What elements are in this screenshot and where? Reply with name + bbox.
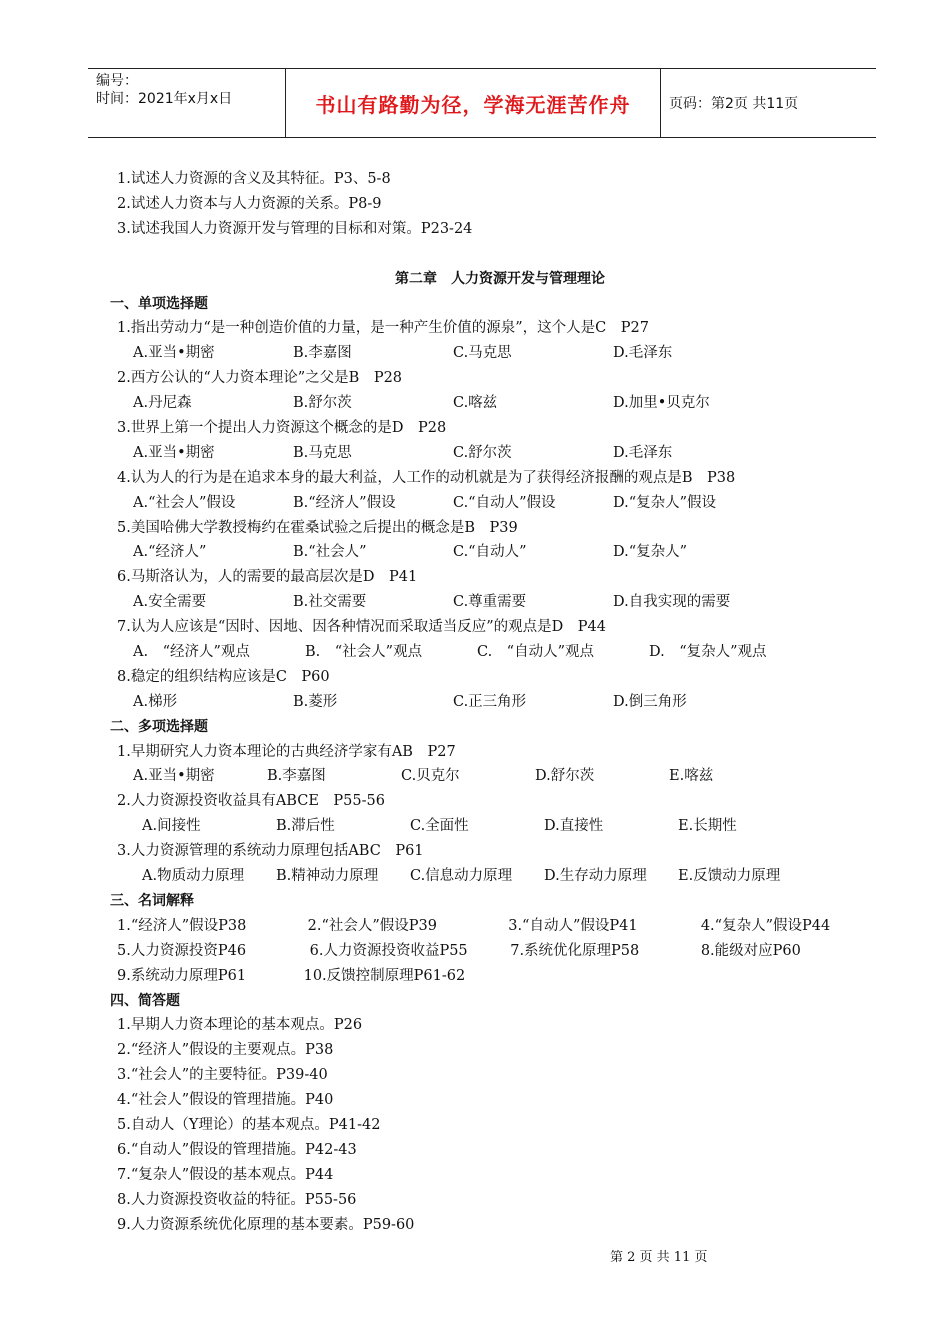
term: 10.反馈控制原理P61-62	[303, 967, 466, 984]
option: A.亚当•期密	[133, 768, 215, 785]
option: C.正三角形	[453, 693, 527, 710]
question: 3.世界上第一个提出人力资源这个概念的是D P28	[117, 420, 447, 437]
options-row	[110, 540, 870, 565]
page-footer: 第 2 页 共 11 页	[610, 1250, 708, 1265]
page-header	[88, 68, 876, 138]
option: A.丹尼森	[133, 395, 192, 412]
options-row	[110, 391, 870, 416]
section-heading-terms: 三、名词解释	[110, 892, 194, 909]
option: A.亚当•期密	[133, 345, 215, 362]
options-row	[110, 590, 870, 615]
question: 7.认为人应该是“因时、因地、因各种情况而采取适当反应”的观点是D P44	[117, 619, 606, 636]
chapter-title: 第二章 人力资源开发与管理理论	[395, 270, 605, 287]
section-heading-short-answer: 四、简答题	[110, 992, 180, 1009]
option: D.毛泽东	[613, 444, 673, 461]
header-meta	[88, 69, 286, 137]
option: A.梯形	[133, 693, 178, 710]
option: C.“自动人”假设	[453, 494, 556, 511]
question: 6.马斯洛认为，人的需要的最高层次是D P41	[117, 569, 418, 586]
option: A. “经济人”观点	[133, 644, 250, 661]
terms-row	[110, 939, 870, 964]
option: B.马克思	[293, 444, 352, 461]
term: 4.“复杂人”假设P44	[700, 917, 831, 934]
option: B.菱形	[293, 693, 338, 710]
options-row	[110, 690, 870, 715]
question: 2.西方公认的“人力资本理论”之父是B P28	[117, 370, 403, 387]
list-item: 3.试述我国人力资源开发与管理的目标和对策。P23-24	[117, 220, 473, 237]
option: C.信息动力原理	[410, 868, 513, 885]
list-item: 1.早期人力资本理论的基本观点。P26	[117, 1017, 363, 1034]
options-row	[110, 341, 870, 366]
number-label: 编号：	[96, 73, 138, 89]
option: B.李嘉图	[267, 768, 326, 785]
option: B.社交需要	[293, 594, 367, 611]
list-item: 8.人力资源投资收益的特征。P55-56	[117, 1191, 357, 1208]
option: B. “社会人”观点	[305, 644, 423, 661]
list-item: 5.自动人（Y理论）的基本观点。P41-42	[117, 1116, 381, 1133]
option: E.反馈动力原理	[678, 868, 781, 885]
term: 7.系统优化原理P58	[510, 942, 640, 959]
option: A.“社会人”假设	[133, 494, 236, 511]
list-item: 7.“复杂人”假设的基本观点。P44	[117, 1166, 334, 1183]
option: E.长期性	[678, 818, 737, 835]
list-item: 3.“社会人”的主要特征。P39-40	[117, 1067, 328, 1084]
question: 1.早期研究人力资本理论的古典经济学家有AB P27	[117, 743, 456, 760]
header-page-number: 页码：第2页 共11页	[669, 96, 799, 112]
option: A.安全需要	[133, 594, 207, 611]
term: 3.“自动人”假设P41	[508, 917, 638, 934]
option: C.尊重需要	[453, 594, 527, 611]
term: 1.“经济人”假设P38	[117, 917, 247, 934]
question: 4.认为人的行为是在追求本身的最大利益，人工作的动机就是为了获得经济报酬的观点是B P38	[117, 469, 736, 486]
option: D.倒三角形	[613, 693, 687, 710]
term: 5.人力资源投资P46	[117, 942, 247, 959]
question: 5.美国哈佛大学教授梅约在霍桑试验之后提出的概念是B P39	[117, 519, 518, 536]
option: B.李嘉图	[293, 345, 352, 362]
section-heading-multi-choice: 二、多项选择题	[110, 718, 208, 735]
option: A.物质动力原理	[142, 868, 245, 885]
option: B.精神动力原理	[276, 868, 379, 885]
option: B.“社会人”	[293, 544, 367, 561]
option: E.喀兹	[669, 768, 714, 785]
option: D.舒尔茨	[535, 768, 595, 785]
list-item: 6.“自动人”假设的管理措施。P42-43	[117, 1141, 357, 1158]
option: C. “自动人”观点	[477, 644, 595, 661]
list-item: 9.人力资源系统优化原理的基本要素。P59-60	[117, 1216, 415, 1233]
option: C.喀兹	[453, 395, 498, 412]
options-row	[110, 814, 870, 839]
term: 8.能级对应P60	[700, 942, 801, 959]
option: C.舒尔茨	[453, 444, 512, 461]
question: 3.人力资源管理的系统动力原理包括ABC P61	[117, 843, 424, 860]
option: D.自我实现的需要	[613, 594, 731, 611]
option: A.间接性	[142, 818, 201, 835]
option: D.加里•贝克尔	[613, 395, 710, 412]
option: C.“自动人”	[453, 544, 527, 561]
document-body	[110, 167, 870, 1237]
question: 1.指出劳动力“是一种创造价值的力量，是一种产生价值的源泉”，这个人是C P27	[117, 320, 649, 337]
option: A.“经济人”	[133, 544, 207, 561]
option: D. “复杂人”观点	[649, 644, 767, 661]
option: D.“复杂人”假设	[613, 494, 717, 511]
list-item: 2.“经济人”假设的主要观点。P38	[117, 1042, 334, 1059]
list-item: 1.试述人力资源的含义及其特征。P3、5-8	[117, 171, 391, 187]
option: D.毛泽东	[613, 345, 673, 362]
options-row	[110, 441, 870, 466]
options-row	[110, 491, 870, 516]
option: C.贝克尔	[401, 768, 460, 785]
option: D.直接性	[544, 818, 604, 835]
section-heading-single-choice: 一、单项选择题	[110, 295, 208, 312]
option: C.全面性	[410, 818, 469, 835]
options-row	[110, 764, 870, 789]
option: B.“经济人”假设	[293, 494, 396, 511]
terms-row	[110, 914, 870, 939]
question: 8.稳定的组织结构应该是C P60	[117, 668, 330, 685]
option: A.亚当•期密	[133, 444, 215, 461]
option: C.马克思	[453, 345, 512, 362]
list-item: 4.“社会人”假设的管理措施。P40	[117, 1092, 334, 1109]
time-label: 时间：2021年x月x日	[96, 91, 233, 107]
option: D.“复杂人”	[613, 544, 688, 561]
option: D.生存动力原理	[544, 868, 647, 885]
term: 9.系统动力原理P61	[117, 967, 247, 984]
option: B.滞后性	[276, 818, 335, 835]
question: 2.人力资源投资收益具有ABCE P55-56	[117, 793, 385, 810]
options-row	[110, 640, 870, 665]
terms-row	[110, 964, 870, 989]
options-row	[110, 864, 870, 889]
term: 6.人力资源投资收益P55	[309, 942, 468, 959]
header-motto: 书山有路勤为径，学海无涯苦作舟	[286, 69, 661, 137]
term: 2.“社会人”假设P39	[307, 917, 437, 934]
list-item: 2.试述人力资本与人力资源的关系。P8-9	[117, 195, 382, 212]
option: B.舒尔茨	[293, 395, 352, 412]
